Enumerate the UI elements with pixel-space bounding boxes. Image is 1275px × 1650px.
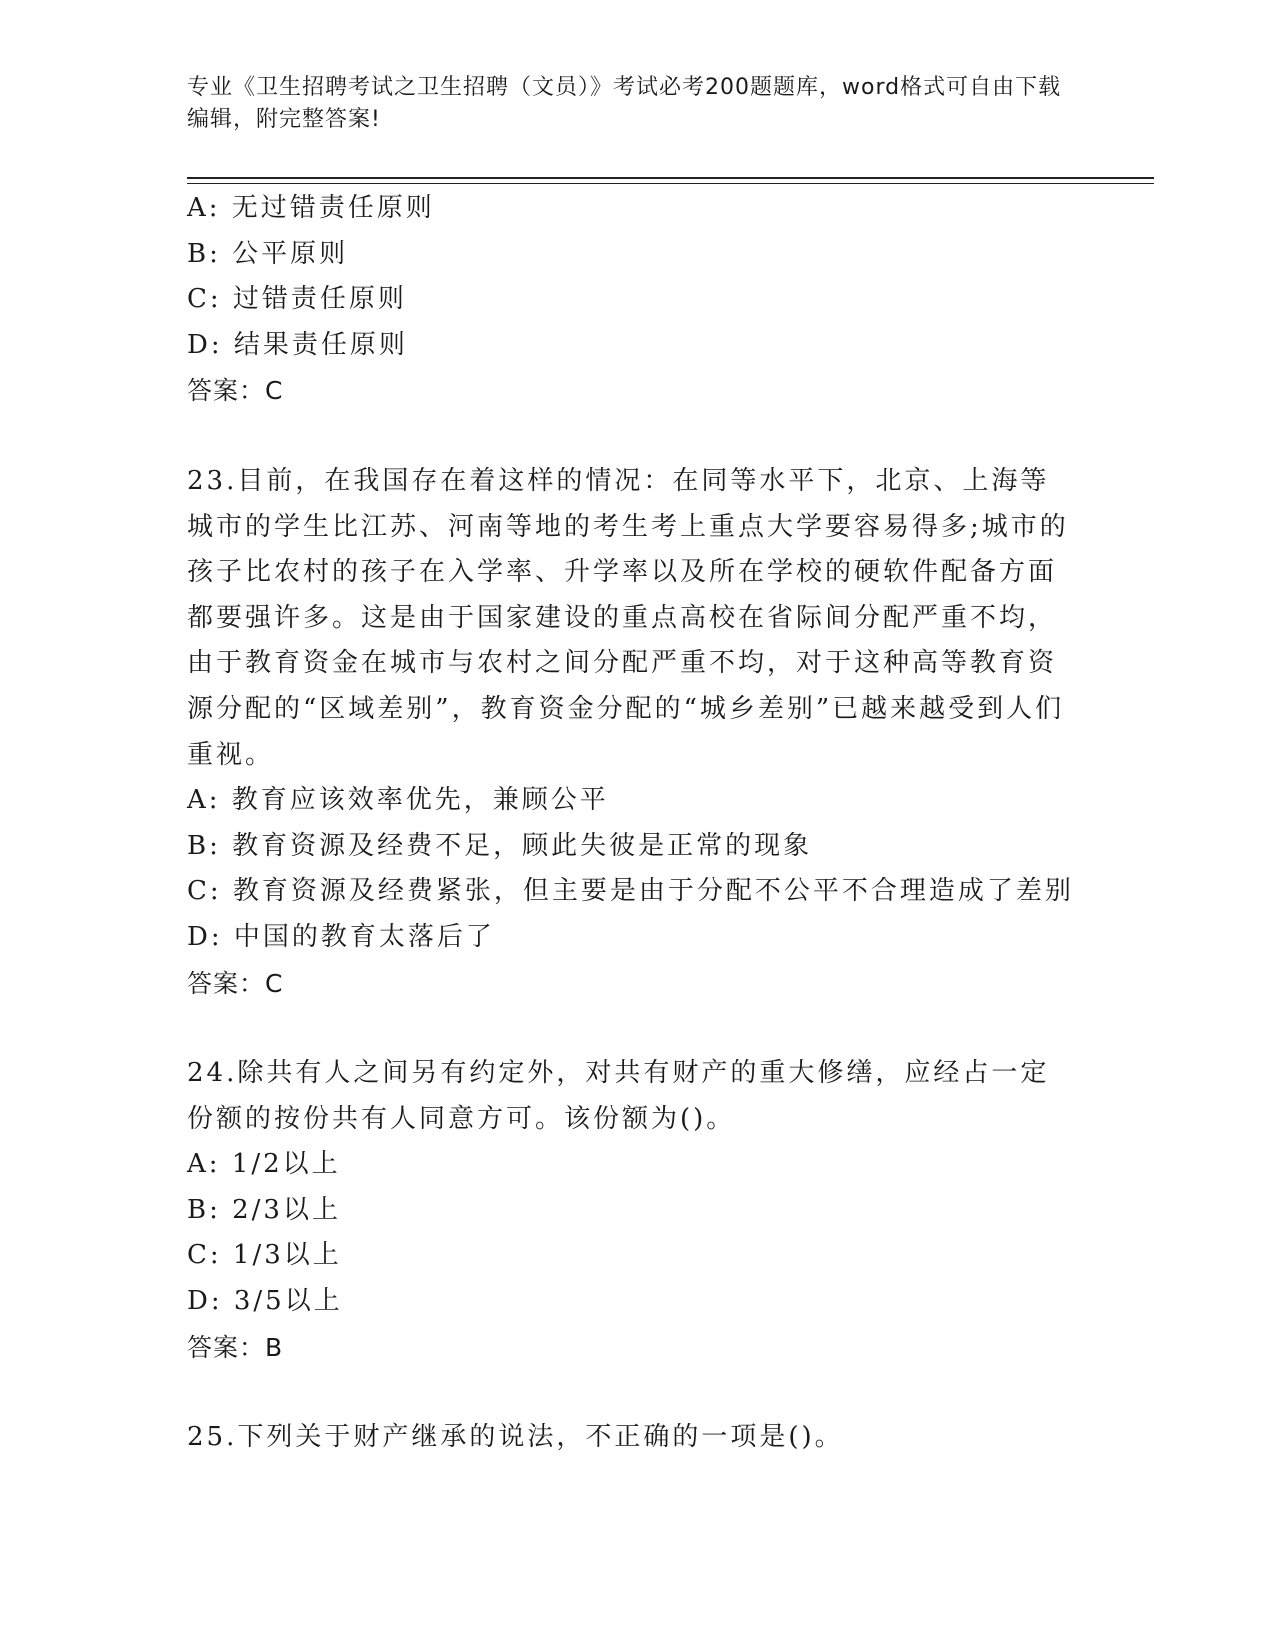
option-a: A: 教育应该效率优先，兼顾公平	[187, 785, 609, 816]
question-24-block	[187, 1051, 1087, 1370]
question-text: 24.除共有人之间另有约定外，对共有财产的重大修缮，应经占一定份额的按份共有人同意方可。该份额为()。	[187, 1058, 1050, 1134]
header-rule-thick	[187, 177, 1154, 179]
option-b: B: 公平原则	[187, 238, 349, 269]
question-content	[187, 186, 1087, 1461]
option-a: A: 无过错责任原则	[187, 193, 435, 223]
question-22-block	[187, 186, 1087, 414]
option-d: D: 中国的教育太落后了	[187, 921, 495, 952]
option-d: D: 3/5以上	[187, 1286, 343, 1317]
option-b: B: 教育资源及经费不足，顾此失彼是正常的现象	[187, 830, 813, 861]
option-a: A: 1/2以上	[187, 1149, 341, 1180]
option-c: C: 1/3以上	[187, 1240, 342, 1271]
answer-line: 答案：C	[187, 376, 284, 406]
answer-line: 答案：B	[187, 1332, 284, 1362]
question-text: 23.目前，在我国存在着这样的情况：在同等水平下，北京、上海等城市的学生比江苏、河南等地的考生考上重点大学要容易得多;城市的孩子比农村的孩子在入学率、升学率以及所在学校的硬软件配备方面都要强许多。这是由于国家建设的重点高校在省际间分配严重不均，由于教育资金在城市与农村之间分配严重不均，对于这种高等教育资源分配的“区域差别”，教育资金分配的“城乡差别”已越来越受到人们重视。	[187, 465, 1069, 770]
option-c: C: 过错责任原则	[187, 284, 407, 315]
option-d: D: 结果责任原则	[187, 329, 408, 360]
answer-line: 答案：C	[187, 968, 284, 998]
header-rule-thin	[187, 183, 1154, 184]
question-text: 25.下列关于财产继承的说法，不正确的一项是()。	[187, 1422, 844, 1453]
option-b: B: 2/3以上	[187, 1194, 341, 1225]
document-header: 专业《卫生招聘考试之卫生招聘（文员）》考试必考200题题库，word格式可自由下载编辑，附完整答案!	[187, 75, 1062, 132]
question-23-block	[187, 459, 1087, 1006]
option-c: C: 教育资源及经费紧张，但主要是由于分配不公平不合理造成了差别	[187, 876, 1074, 907]
question-25-block	[187, 1415, 1087, 1461]
